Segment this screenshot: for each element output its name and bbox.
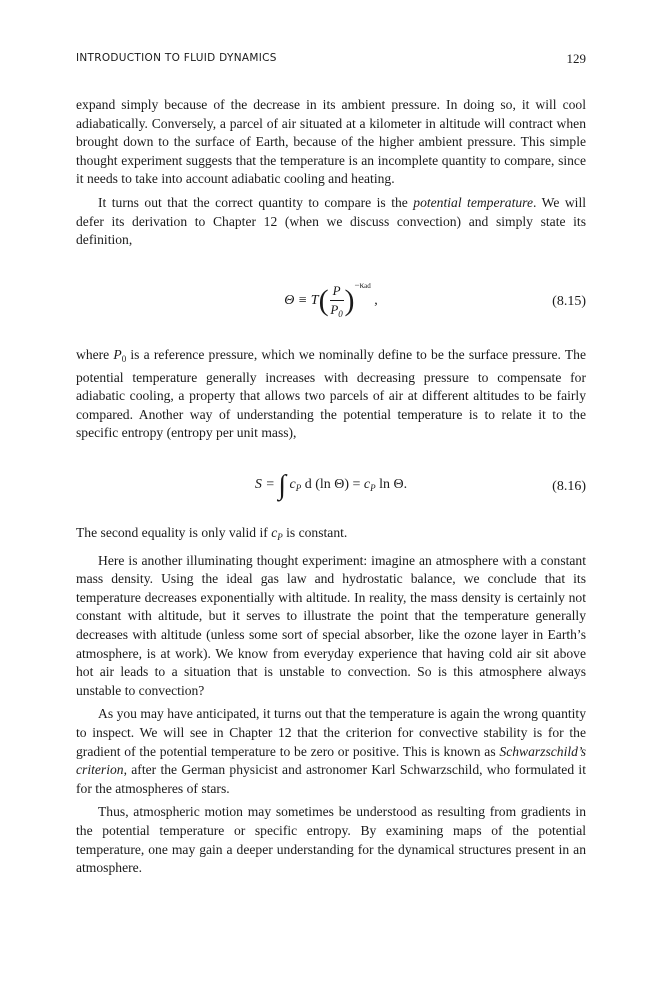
equation-number-8-15: (8.15) (552, 294, 586, 309)
equation-8-16: S = ∫ $c_P$ d (ln $\Theta) = c_P$ ln Θ. (8.16) (254, 470, 586, 501)
eq815-exponent: −κad (354, 280, 371, 290)
eq815-lhs: Θ ≡ T (284, 293, 319, 308)
page-number: 129 (566, 51, 586, 66)
term-potential-temperature: potential temperature (413, 194, 533, 210)
equation-number-8-16: (8.16) (552, 479, 586, 494)
paragraph-3: where $P_0$ is a reference pressure, which we nominally define to be the surface pressure. The potential temperature generally increases with decreasing pressure to compensate for adiabatic cooling, a property that allows two parcels of air at different altitudes to be fairly compared. Another way of understanding the potential temperature is to relate it to the specific entropy (entropy per unit mass), (76, 347, 586, 441)
paragraph-7: Thus, atmospheric motion may sometimes be understood as resulting from gradients in the potential temperature or specific entropy. By examining maps of the potential temperature, one may gain a deeper understanding for the dynamical structures present in an atmosphere. (76, 804, 586, 876)
term-schwarzschild-criterion: Schwarzschild’s criterion (76, 743, 586, 778)
running-title: INTRODUCTION TO FLUID DYNAMICS (76, 52, 277, 64)
paragraph-6: As you may have anticipated, it turns out that the temperature is again the wrong quantity to inspect. We will see in Chapter 12 that the criterion for convective stability is for the gradient of the potential temperature to be zero or positive. This is known as Schwarzschild’s criterion, after the German physicist and astronomer Karl Schwarzschild, who formulated it for the atmospheres of stars. (76, 706, 586, 796)
equation-8-15: Θ ≡ T( $\frac{P}{P_0}$ )$^{-\kappa ad}$ , (8.15) (284, 280, 586, 319)
running-head (76, 52, 586, 68)
text-block-middle (76, 346, 586, 443)
text-block-top (76, 96, 586, 250)
paragraph-1: expand simply because of the decrease in its ambient pressure. In doing so, it will cool adiabatically. Conversely, a parcel of air situated at a kilometer in altitude will contract when brought down to the surface of Earth, because of the higher ambient pressure. This simple thought experiment suggests that the temperature is an incomplete quantity to compare, since it needs to take into account adiabatic cooling and heating. (76, 97, 586, 187)
text-block-bottom (76, 524, 586, 878)
paragraph-2: It turns out that the correct quantity to compare is the potential temperature. We will defer its derivation to Chapter 12 (when we discuss convection) and simply state its definition, (76, 194, 586, 248)
paragraph-5: Here is another illuminating thought experiment: imagine an atmosphere with a constant mass density. Using the ideal gas law and hydrostatic balance, we conclude that its temperature decreases exponentially with altitude. In reality, the mass density is certainly not constant with altitude, but it serves to illustrate the point that the temperature generally decreases with altitude (unless some sort of special absorber, like the ozone layer in Earth’s atmosphere, is at work). We know from everyday experience that having cold air sit above hot air leads to a situation that is unstable to convection. So is this atmosphere always unstable to convection? (76, 552, 586, 698)
eq815-fraction: $\frac{P}{P_0}$ (330, 282, 343, 319)
integral-sign: ∫ (278, 470, 286, 501)
paragraph-4: The second equality is only valid if $c_P$ is constant. (76, 525, 348, 542)
